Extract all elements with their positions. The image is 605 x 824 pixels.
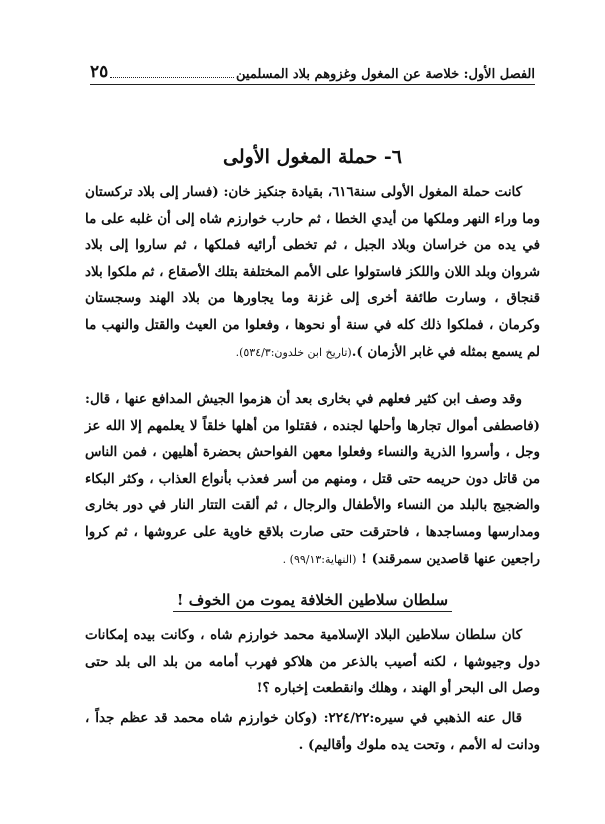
chapter-title: الفصل الأول: خلاصة عن المغول وغزوهم بلاد المسلمين <box>236 67 535 82</box>
header-dot-leader <box>110 77 234 78</box>
citation-ibn-khaldun: (تاريخ ابن خلدون:٥٣٤/٣). <box>235 345 352 359</box>
page-number: ٢٥ <box>90 62 109 82</box>
running-header <box>90 60 535 82</box>
paragraph-dhahabi-quote <box>85 705 540 758</box>
paragraph-text: وقد وصف ابن كثير فعلهم في بخارى بعد أن هزموا الجيش المدافع عنها ، قال: (فاصطفى أموال تجارها وأحلها لجنده ، فقتلوا من أهلها خلقاً لا يعلمهم إلا الله عز وجل ، وأسروا الذرية والنساء وفعلوا معهن الفواحش بحضرة أهليهن ، فمن الناس من قاتل دون حريمه حتى قتل ، ومنهم من أسر فعذب بأنواع العذاب ، وكثر البكاء والضجيج بالبلد من النساء والأطفال والرجال ، ثم ألقت التتار النار في دور بخارى ومدارسها ومساجدها ، فاحترقت حتى صارت بلاقع خاوية على عروشها ، ثم كروا راجعين عنها قاصدين سمرقند) ! <box>85 391 540 567</box>
paragraph-mongol-campaign <box>85 179 540 366</box>
header-rule <box>90 84 535 85</box>
section-heading: ٦- حملة المغول الأولى <box>223 146 402 168</box>
paragraph-text: كانت حملة المغول الأولى سنة٦١٦، بقيادة جنكيز خان: (فسار إلى بلاد تركستان وما وراء النهر وملكها من أيدي الخطا ، ثم حارب خوارزم شاه إلى أن غلبه على ما في يده من خراسان وبلاد الجبل ، ثم تخطى أرائيه فملكها ، ثم ساروا إلى بلاد شروان وبلد اللان واللكز فاستولوا على الأمم المختلفة بتلك الأصقاع ، ثم ملكوا بلاد قنجاق ، وسارت طائفة أخرى إلى غزنة وما يجاورها من بلاد الهند وسجستان وكرمان ، فملكوا ذلك كله في سنة أو نحوها ، وفعلوا من العيث والقتل والنهب ما لم يسمع بمثله في غابر الأزمان ). <box>85 184 540 360</box>
paragraph-khwarazm-shah <box>85 622 540 702</box>
paragraph-bukhara <box>85 386 540 573</box>
paragraph-text: قال عنه الذهبي في سيره:٢٢٤/٢٢: (وكان خوارزم شاه محمد قد عظم جداً ، ودانت له الأمم ، وتحت يده ملوك وأقاليم) . <box>85 710 540 753</box>
subsection-heading-text: سلطان سلاطين الخلافة يموت من الخوف ! <box>173 591 452 612</box>
subsection-heading <box>90 590 535 612</box>
citation-al-nihaya: (النهاية:٩٩/١٣) . <box>282 552 357 566</box>
paragraph-text: كان سلطان سلاطين البلاد الإسلامية محمد خوارزم شاه ، وكانت بيده إمكانات دول وجيوشها ، لكنه أصيب بالذعر من هلاكو فهرب أمامه من بلد الى بلد حتى وصل الى البحر أو الهند ، وهلك وانقطعت إخباره ؟! <box>85 627 540 697</box>
